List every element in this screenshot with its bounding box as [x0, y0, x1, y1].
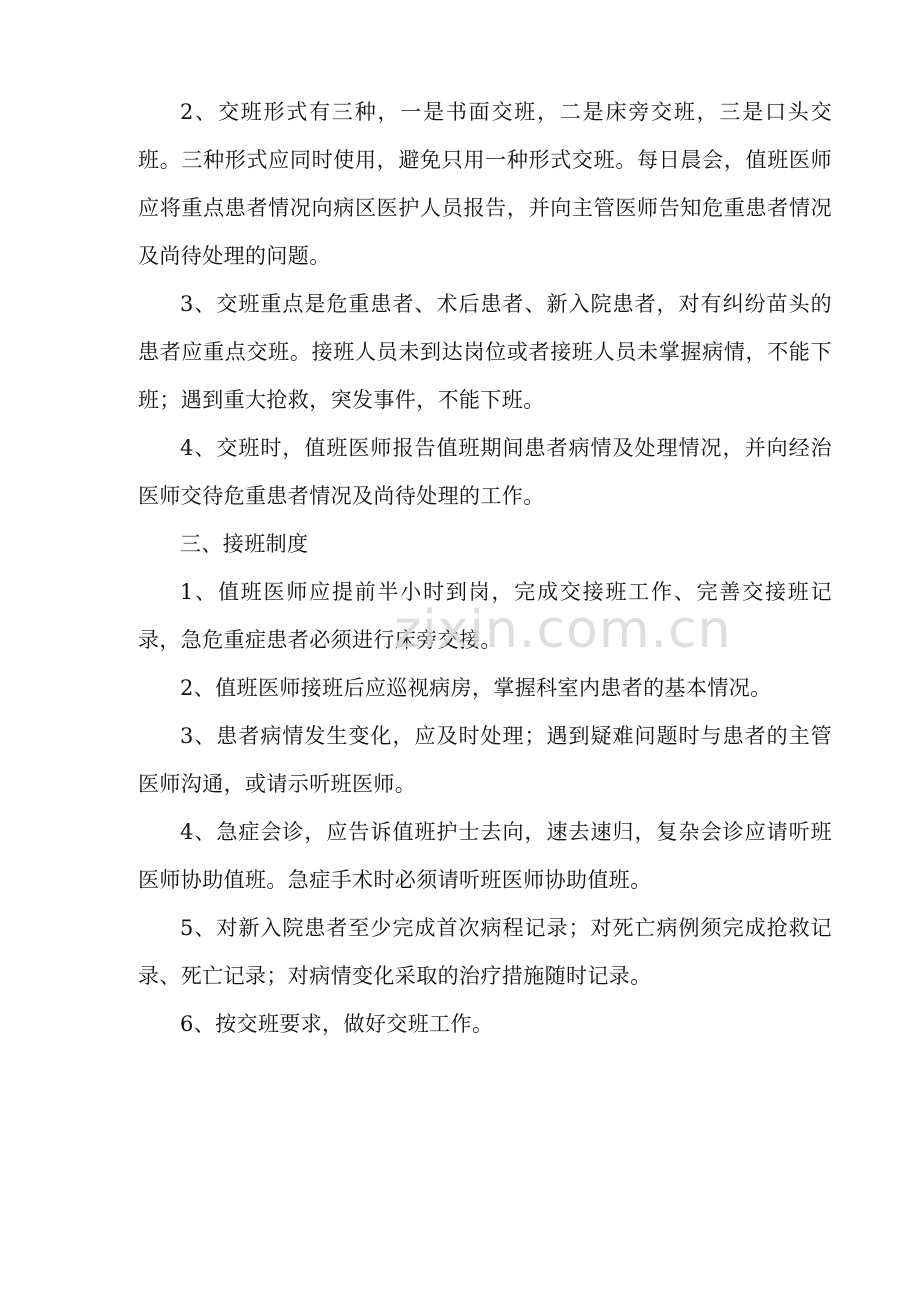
section-heading-takeover-system: 三、接班制度 [180, 532, 309, 556]
paragraph-records: 5、对新入院患者至少完成首次病程记录；对死亡病例须完成抢救记录、死亡记录；对病情变化采取的治疗措施随时记录。 [138, 916, 832, 988]
paragraph-handover-report: 4、交班时，值班医师报告值班期间患者病情及处理情况，并向经治医师交待危重患者情况及尚待处理的工作。 [138, 436, 832, 508]
paragraph-emergency-consultation: 4、急症会诊，应告诉值班护士去向，速去速归，复杂会诊应请听班医师协助值班。急症手术时必须请听班医师协助值班。 [138, 820, 832, 892]
paragraph-handover-focus: 3、交班重点是危重患者、术后患者、新入院患者，对有纠纷苗头的患者应重点交班。接班人员未到达岗位或者接班人员未掌握病情，不能下班；遇到重大抢救，突发事件，不能下班。 [138, 292, 832, 412]
paragraph-shift-handover-forms: 2、交班形式有三种，一是书面交班，二是床旁交班，三是口头交班。三种形式应同时使用，避免只用一种形式交班。每日晨会，值班医师应将重点患者情况向病区医护人员报告，并向主管医师告知危重患者情况及尚待处理的问题。 [138, 100, 832, 268]
watermark-text: zixin.com.cn [394, 600, 732, 660]
paragraph-condition-change: 3、患者病情发生变化，应及时处理；遇到疑难问题时与患者的主管医师沟通，或请示听班医师。 [138, 724, 832, 796]
paragraph-ward-round: 2、值班医师接班后应巡视病房，掌握科室内患者的基本情况。 [180, 676, 772, 700]
document-body [138, 88, 832, 1048]
paragraph-do-handover: 6、按交班要求，做好交班工作。 [180, 1012, 494, 1036]
paragraph-arrive-early: 1、值班医师应提前半小时到岗，完成交接班工作、完善交接班记录，急危重症患者必须进行床旁交接。 [138, 580, 832, 652]
